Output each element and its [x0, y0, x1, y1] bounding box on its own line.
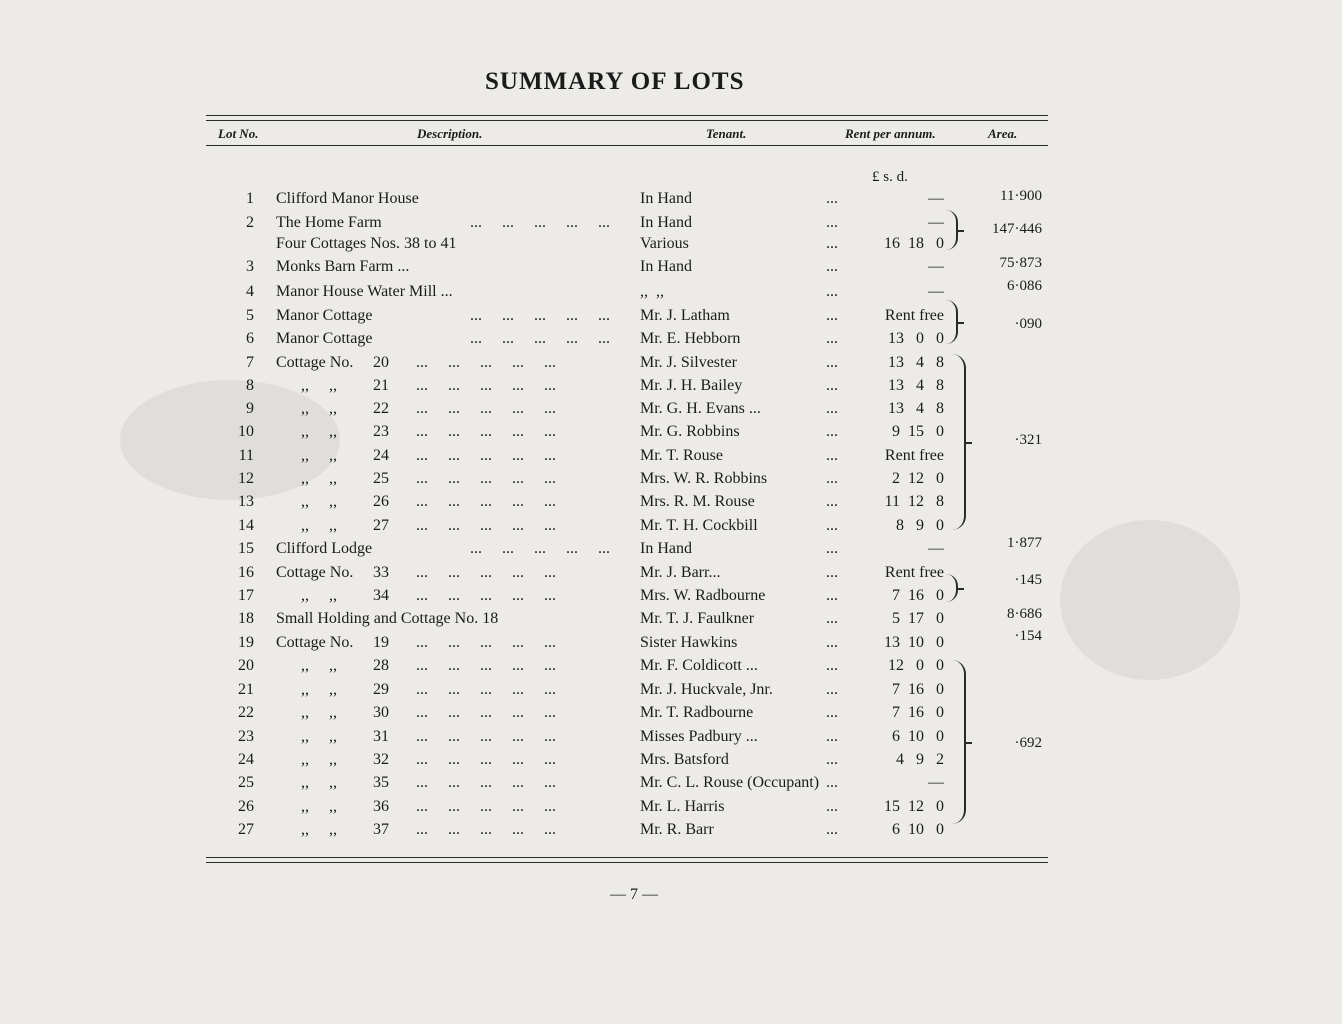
table-row [0, 517, 1342, 540]
ditto-mark: ,, ,, [301, 517, 337, 534]
leader-dots: ... ... ... ... ... [416, 517, 556, 534]
leader-dots: ... [826, 354, 838, 371]
ditto-mark: ,, ,, [301, 377, 337, 394]
ditto-mark: ,, ,, [301, 821, 337, 838]
ditto-mark: ,, ,, [301, 493, 337, 510]
cottage-number: 21 [373, 377, 389, 394]
cottage-number: 36 [373, 798, 389, 815]
leader-dots: ... [826, 517, 838, 534]
ditto-mark: ,, ,, [301, 774, 337, 791]
leader-dots: ... ... ... ... ... [416, 564, 556, 581]
cottage-number: 35 [373, 774, 389, 791]
rent-value: 6 10 0 [892, 728, 944, 745]
lot-number: 7 [246, 354, 254, 371]
group-brace [946, 300, 958, 344]
lot-description: Cottage No. [276, 564, 354, 581]
lot-number: 15 [238, 540, 254, 557]
bottom-rule [206, 857, 1048, 858]
table-row [0, 821, 1342, 844]
lot-description: Clifford Lodge [276, 540, 373, 557]
tenant-name: Mr. T. H. Cockbill [640, 517, 758, 534]
leader-dots: ... ... ... ... ... [416, 587, 556, 604]
table-row [0, 610, 1342, 633]
rent-value: 2 12 0 [892, 470, 944, 487]
tenant-name: In Hand [640, 214, 692, 231]
lot-description: Cottage No. [276, 634, 354, 651]
leader-dots: ... ... ... ... ... [416, 774, 556, 791]
leader-dots: ... [826, 774, 838, 791]
leader-dots: ... [826, 610, 838, 627]
rent-value: Rent free [884, 307, 944, 324]
area-value: ·145 [1014, 572, 1042, 588]
rent-value: — [928, 190, 944, 207]
lot-number: 13 [238, 493, 254, 510]
lot-number: 20 [238, 657, 254, 674]
rent-value: 13 4 8 [888, 400, 944, 417]
lot-description: Clifford Manor House [276, 190, 419, 207]
tenant-name: In Hand [640, 258, 692, 275]
cottage-number: 20 [373, 354, 389, 371]
lot-number: 27 [238, 821, 254, 838]
table-row [0, 728, 1342, 751]
ditto-mark: ,, ,, [301, 423, 337, 440]
lot-number: 1 [246, 190, 254, 207]
header-area: Area. [988, 126, 1018, 141]
top-rule [206, 115, 1048, 116]
leader-dots: ... ... ... ... ... [416, 470, 556, 487]
ditto-mark: ,, ,, [301, 798, 337, 815]
cottage-number: 28 [373, 657, 389, 674]
leader-dots: ... [826, 447, 838, 464]
table-row [0, 447, 1342, 470]
rent-value: 8 9 0 [896, 517, 944, 534]
group-brace [946, 354, 966, 530]
ditto-mark: ,, ,, [301, 587, 337, 604]
rent-value: 4 9 2 [896, 751, 944, 768]
lot-number: 5 [246, 307, 254, 324]
header-rent: Rent per annum. [845, 126, 936, 141]
leader-dots: ... [826, 728, 838, 745]
leader-dots: ... ... ... ... ... [416, 400, 556, 417]
cottage-number: 24 [373, 447, 389, 464]
tenant-name: Mr. J. Huckvale, Jnr. [640, 681, 773, 698]
lot-number: 6 [246, 330, 254, 347]
lot-number: 4 [246, 283, 254, 300]
table-row [0, 587, 1342, 610]
rent-value: 6 10 0 [892, 821, 944, 838]
cottage-number: 37 [373, 821, 389, 838]
rent-value: — [928, 258, 944, 275]
rent-value: Rent free [884, 447, 944, 464]
rent-value: 7 16 0 [892, 681, 944, 698]
ditto-mark: ,, ,, [301, 728, 337, 745]
table-row [0, 634, 1342, 657]
tenant-name: Mr. T. J. Faulkner [640, 610, 755, 627]
currency-units: £ s. d. [872, 169, 908, 185]
leader-dots: ... [826, 214, 838, 231]
page-title: SUMMARY OF LOTS [485, 68, 745, 95]
ditto-mark: ,, ,, [301, 657, 337, 674]
rent-value: 15 12 0 [884, 798, 944, 815]
rent-value: 13 4 8 [888, 377, 944, 394]
page-number: — 7 — [610, 886, 658, 903]
leader-dots: ... [826, 377, 838, 394]
group-brace [946, 660, 966, 824]
tenant-name: Mr. R. Barr [640, 821, 714, 838]
area-value: ·321 [1014, 432, 1042, 448]
leader-dots: ... [826, 470, 838, 487]
cottage-number: 32 [373, 751, 389, 768]
rent-value: 13 0 0 [888, 330, 944, 347]
lot-number: 11 [238, 447, 254, 464]
rent-value: Rent free [884, 564, 944, 581]
table-row [0, 470, 1342, 493]
leader-dots: ... [826, 493, 838, 510]
rent-value: 12 0 0 [888, 657, 944, 674]
area-value: 11·900 [1000, 188, 1042, 204]
ditto-mark: ,, ,, [301, 447, 337, 464]
lot-description: Small Holding and Cottage No. 18 [276, 610, 499, 627]
leader-dots: ... ... ... ... ... [416, 821, 556, 838]
leader-dots: ... [826, 540, 838, 557]
cottage-number: 31 [373, 728, 389, 745]
table-row [0, 423, 1342, 446]
ditto-mark: ,, ,, [301, 704, 337, 721]
table-row [0, 235, 1342, 258]
leader-dots: ... [826, 330, 838, 347]
rent-value: 7 16 0 [892, 704, 944, 721]
area-value: 147·446 [992, 221, 1042, 237]
leader-dots: ... ... ... ... ... [416, 377, 556, 394]
leader-dots: ... ... ... ... ... [416, 634, 556, 651]
rent-value: 16 18 0 [884, 235, 944, 252]
area-value: ·090 [1014, 316, 1042, 332]
leader-dots: ... [826, 751, 838, 768]
lot-number: 18 [238, 610, 254, 627]
leader-dots: ... ... ... ... ... [416, 657, 556, 674]
tenant-name: Mr. G. Robbins [640, 423, 740, 440]
leader-dots: ... ... ... ... ... [416, 354, 556, 371]
table-row [0, 564, 1342, 587]
cottage-number: 26 [373, 493, 389, 510]
lot-number: 24 [238, 751, 254, 768]
leader-dots: ... ... ... ... ... [470, 540, 610, 557]
lot-description: Manor Cottage [276, 330, 373, 347]
tenant-name: Mr. J. H. Bailey [640, 377, 743, 394]
cottage-number: 27 [373, 517, 389, 534]
tenant-name: In Hand [640, 190, 692, 207]
rent-value: 7 16 0 [892, 587, 944, 604]
leader-dots: ... [826, 400, 838, 417]
lot-description: Cottage No. [276, 354, 354, 371]
tenant-name: Mr. L. Harris [640, 798, 725, 815]
lot-number: 9 [246, 400, 254, 417]
lot-number: 26 [238, 798, 254, 815]
leader-dots: ... ... ... ... ... [416, 704, 556, 721]
rent-value: 9 15 0 [892, 423, 944, 440]
leader-dots: ... ... ... ... ... [470, 214, 610, 231]
lot-number: 21 [238, 681, 254, 698]
lot-number: 14 [238, 517, 254, 534]
leader-dots: ... [826, 307, 838, 324]
rent-value: 13 10 0 [884, 634, 944, 651]
lot-number: 3 [246, 258, 254, 275]
leader-dots: ... [826, 258, 838, 275]
cottage-number: 23 [373, 423, 389, 440]
leader-dots: ... [826, 283, 838, 300]
leader-dots: ... ... ... ... ... [416, 728, 556, 745]
tenant-name: Mr. T. Rouse [640, 447, 723, 464]
leader-dots: ... [826, 634, 838, 651]
lot-description: Manor House Water Mill ... [276, 283, 453, 300]
table-row [0, 283, 1342, 306]
leader-dots: ... [826, 423, 838, 440]
header-description: Description. [417, 126, 483, 141]
tenant-name: ,, ,, [640, 283, 664, 300]
lot-description: The Home Farm [276, 214, 382, 231]
header-lot-no: Lot No. [218, 126, 259, 141]
area-value: 8·686 [1007, 606, 1042, 622]
leader-dots: ... [826, 681, 838, 698]
tenant-name: Mr. G. H. Evans ... [640, 400, 761, 417]
area-value: 75·873 [999, 255, 1042, 271]
leader-dots: ... [826, 821, 838, 838]
table-row [0, 657, 1342, 680]
lot-number: 12 [238, 470, 254, 487]
leader-dots: ... [826, 190, 838, 207]
ditto-mark: ,, ,, [301, 400, 337, 417]
ditto-mark: ,, ,, [301, 470, 337, 487]
tenant-name: Mr. T. Radbourne [640, 704, 754, 721]
cottage-number: 25 [373, 470, 389, 487]
table-row [0, 354, 1342, 377]
cottage-number: 33 [373, 564, 389, 581]
lot-number: 2 [246, 214, 254, 231]
leader-dots: ... ... ... ... ... [416, 493, 556, 510]
lot-number: 8 [246, 377, 254, 394]
table-row [0, 214, 1342, 237]
tenant-name: Mr. J. Barr... [640, 564, 721, 581]
header-rule [206, 145, 1048, 146]
top-rule [206, 120, 1048, 121]
lot-description: Manor Cottage [276, 307, 373, 324]
lot-number: 16 [238, 564, 254, 581]
leader-dots: ... ... ... ... ... [416, 798, 556, 815]
leader-dots: ... ... ... ... ... [416, 751, 556, 768]
leader-dots: ... ... ... ... ... [470, 307, 610, 324]
table-row [0, 540, 1342, 563]
table-row [0, 681, 1342, 704]
lot-number: 17 [238, 587, 254, 604]
rent-value: — [928, 540, 944, 557]
table-row [0, 493, 1342, 516]
rent-value: 5 17 0 [892, 610, 944, 627]
bottom-rule [206, 862, 1048, 863]
leader-dots: ... ... ... ... ... [416, 423, 556, 440]
table-row [0, 330, 1342, 353]
tenant-name: Mrs. R. M. Rouse [640, 493, 755, 510]
group-brace [946, 210, 958, 250]
rent-value: 13 4 8 [888, 354, 944, 371]
cottage-number: 22 [373, 400, 389, 417]
cottage-number: 30 [373, 704, 389, 721]
tenant-name: Mr. J. Latham [640, 307, 730, 324]
lot-number: 23 [238, 728, 254, 745]
area-value: 6·086 [1007, 278, 1042, 294]
ditto-mark: ,, ,, [301, 751, 337, 768]
cottage-number: 29 [373, 681, 389, 698]
table-row [0, 190, 1342, 213]
table-row [0, 400, 1342, 423]
area-value: ·692 [1014, 735, 1042, 751]
cottage-number: 19 [373, 634, 389, 651]
table-row [0, 774, 1342, 797]
leader-dots: ... [826, 235, 838, 252]
table-row [0, 307, 1342, 330]
tenant-name: Mr. C. L. Rouse (Occupant) [640, 774, 820, 791]
leader-dots: ... [826, 798, 838, 815]
area-value: 1·877 [1007, 535, 1042, 551]
rent-value: — [928, 214, 944, 231]
tenant-name: Mr. J. Silvester [640, 354, 737, 371]
lot-number: 10 [238, 423, 254, 440]
table-row [0, 751, 1342, 774]
rent-value: 11 12 8 [884, 493, 944, 510]
ditto-mark: ,, ,, [301, 681, 337, 698]
leader-dots: ... ... ... ... ... [416, 681, 556, 698]
leader-dots: ... ... ... ... ... [470, 330, 610, 347]
tenant-name: Mrs. Batsford [640, 751, 729, 768]
tenant-name: Mrs. W. R. Robbins [640, 470, 768, 487]
tenant-name: Various [640, 235, 689, 252]
lot-number: 22 [238, 704, 254, 721]
lot-number: 25 [238, 774, 254, 791]
leader-dots: ... [826, 564, 838, 581]
leader-dots: ... [826, 657, 838, 674]
tenant-name: Misses Padbury ... [640, 728, 758, 745]
table-row [0, 704, 1342, 727]
tenant-name: Sister Hawkins [640, 634, 738, 651]
rent-value: — [928, 283, 944, 300]
leader-dots: ... [826, 587, 838, 604]
table-row [0, 377, 1342, 400]
leader-dots: ... [826, 704, 838, 721]
table-row [0, 258, 1342, 281]
lot-description: Monks Barn Farm ... [276, 258, 410, 275]
lot-description: Four Cottages Nos. 38 to 41 [276, 235, 457, 252]
area-value: ·154 [1014, 628, 1042, 644]
tenant-name: In Hand [640, 540, 692, 557]
leader-dots: ... ... ... ... ... [416, 447, 556, 464]
header-tenant: Tenant. [706, 126, 747, 141]
rent-value: — [928, 774, 944, 791]
cottage-number: 34 [373, 587, 389, 604]
lot-number: 19 [238, 634, 254, 651]
table-row [0, 798, 1342, 821]
tenant-name: Mr. E. Hebborn [640, 330, 741, 347]
tenant-name: Mr. F. Coldicott ... [640, 657, 758, 674]
tenant-name: Mrs. W. Radbourne [640, 587, 766, 604]
